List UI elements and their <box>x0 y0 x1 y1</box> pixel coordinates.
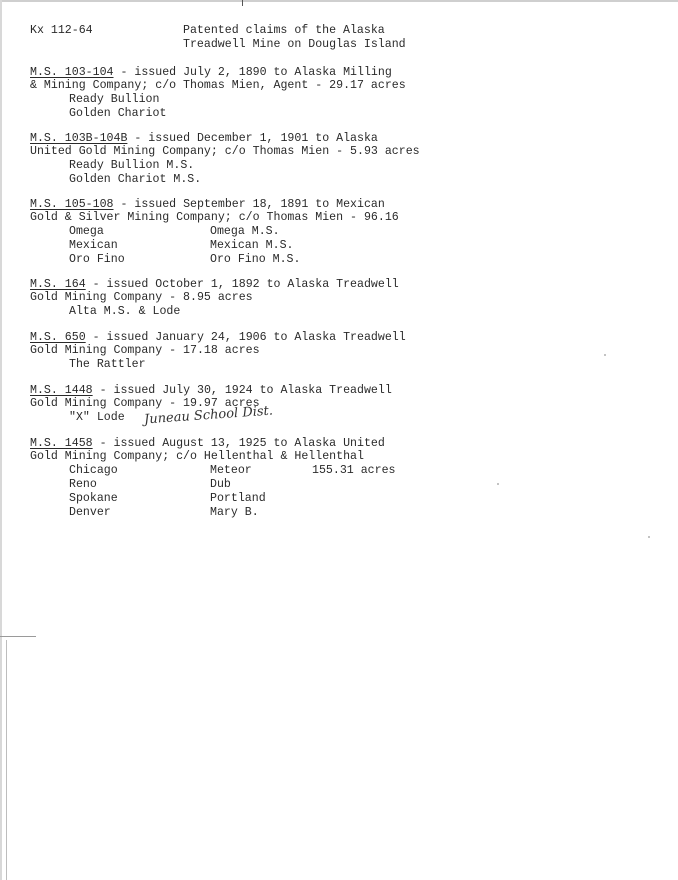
entry-line-1 <box>30 132 378 145</box>
entry-line-1 <box>30 66 392 79</box>
handwritten-annotation: Juneau School Dist. <box>143 403 274 428</box>
mineral-survey-number: M.S. 1448 <box>30 384 93 397</box>
document-title-line-2: Treadwell Mine on Douglas Island <box>183 38 406 51</box>
claim-name: Oro Fino <box>69 253 125 266</box>
claim-name: The Rattler <box>69 358 146 371</box>
issue-text: - issued July 2, 1890 to Alaska Milling <box>113 66 392 79</box>
claim-name: Omega M.S. <box>210 225 280 238</box>
entry-line-1 <box>30 278 399 291</box>
scan-edge-line <box>6 640 7 880</box>
issue-text: - issued August 13, 1925 to Alaska United <box>92 437 385 450</box>
scan-speck <box>604 354 606 356</box>
mineral-survey-number: M.S. 1458 <box>30 437 93 450</box>
page-top-edge <box>0 0 678 2</box>
mineral-survey-number: M.S. 103-104 <box>30 66 114 79</box>
entry-line-2: & Mining Company; c/o Thomas Mien, Agent - 29.17 acres <box>30 79 406 92</box>
entry-line-1 <box>30 198 385 211</box>
scan-speck <box>497 483 499 485</box>
acreage: 155.31 acres <box>312 464 396 477</box>
claim-name: Oro Fino M.S. <box>210 253 301 266</box>
entry-line-2: United Gold Mining Company; c/o Thomas Mien - 5.93 acres <box>30 145 420 158</box>
claim-name: Dub <box>210 478 231 491</box>
claim-name: Denver <box>69 506 111 519</box>
claim-name: Golden Chariot <box>69 107 167 120</box>
entry-line-2: Gold Mining Company - 19.97 acres <box>30 397 260 410</box>
claim-name: Mexican <box>69 239 118 252</box>
entry-line-2: Gold & Silver Mining Company; c/o Thomas Mien - 96.16 <box>30 211 399 224</box>
mineral-survey-number: M.S. 105-108 <box>30 198 114 211</box>
fold-mark <box>0 636 36 637</box>
claim-name: Alta M.S. & Lode <box>69 305 181 318</box>
issue-text: - issued September 18, 1891 to Mexican <box>113 198 385 211</box>
claim-name: Reno <box>69 478 97 491</box>
issue-text: - issued December 1, 1901 to Alaska <box>127 132 378 145</box>
issue-text: - issued October 1, 1892 to Alaska Treadwell <box>85 278 399 291</box>
entry-line-2: Gold Mining Company; c/o Hellenthal & Hellenthal <box>30 450 364 463</box>
scan-tick-mark <box>242 0 243 6</box>
mineral-survey-number: M.S. 164 <box>30 278 86 291</box>
claim-name: "X" Lode <box>69 411 125 424</box>
claim-name: Meteor <box>210 464 252 477</box>
claim-name: Omega <box>69 225 104 238</box>
claim-name: Mary B. <box>210 506 259 519</box>
document-reference: Kx 112-64 <box>30 24 93 37</box>
entry-line-1 <box>30 331 406 344</box>
entry-line-1 <box>30 437 385 450</box>
claim-name: Golden Chariot M.S. <box>69 173 202 186</box>
claim-name: Portland <box>210 492 266 505</box>
claim-name: Ready Bullion <box>69 93 160 106</box>
issue-text: - issued January 24, 1906 to Alaska Treadwell <box>85 331 406 344</box>
claim-name: Chicago <box>69 464 118 477</box>
claim-name: Ready Bullion M.S. <box>69 159 195 172</box>
entry-line-2: Gold Mining Company - 17.18 acres <box>30 344 260 357</box>
claim-name: Mexican M.S. <box>210 239 294 252</box>
entry-line-2: Gold Mining Company - 8.95 acres <box>30 291 253 304</box>
page-left-edge <box>0 0 2 880</box>
scan-speck <box>648 536 650 538</box>
entry-line-1 <box>30 384 392 397</box>
mineral-survey-number: M.S. 103B-104B <box>30 132 128 145</box>
claim-name: Spokane <box>69 492 118 505</box>
issue-text: - issued July 30, 1924 to Alaska Treadwell <box>92 384 392 397</box>
mineral-survey-number: M.S. 650 <box>30 331 86 344</box>
document-title-line-1: Patented claims of the Alaska <box>183 24 385 37</box>
